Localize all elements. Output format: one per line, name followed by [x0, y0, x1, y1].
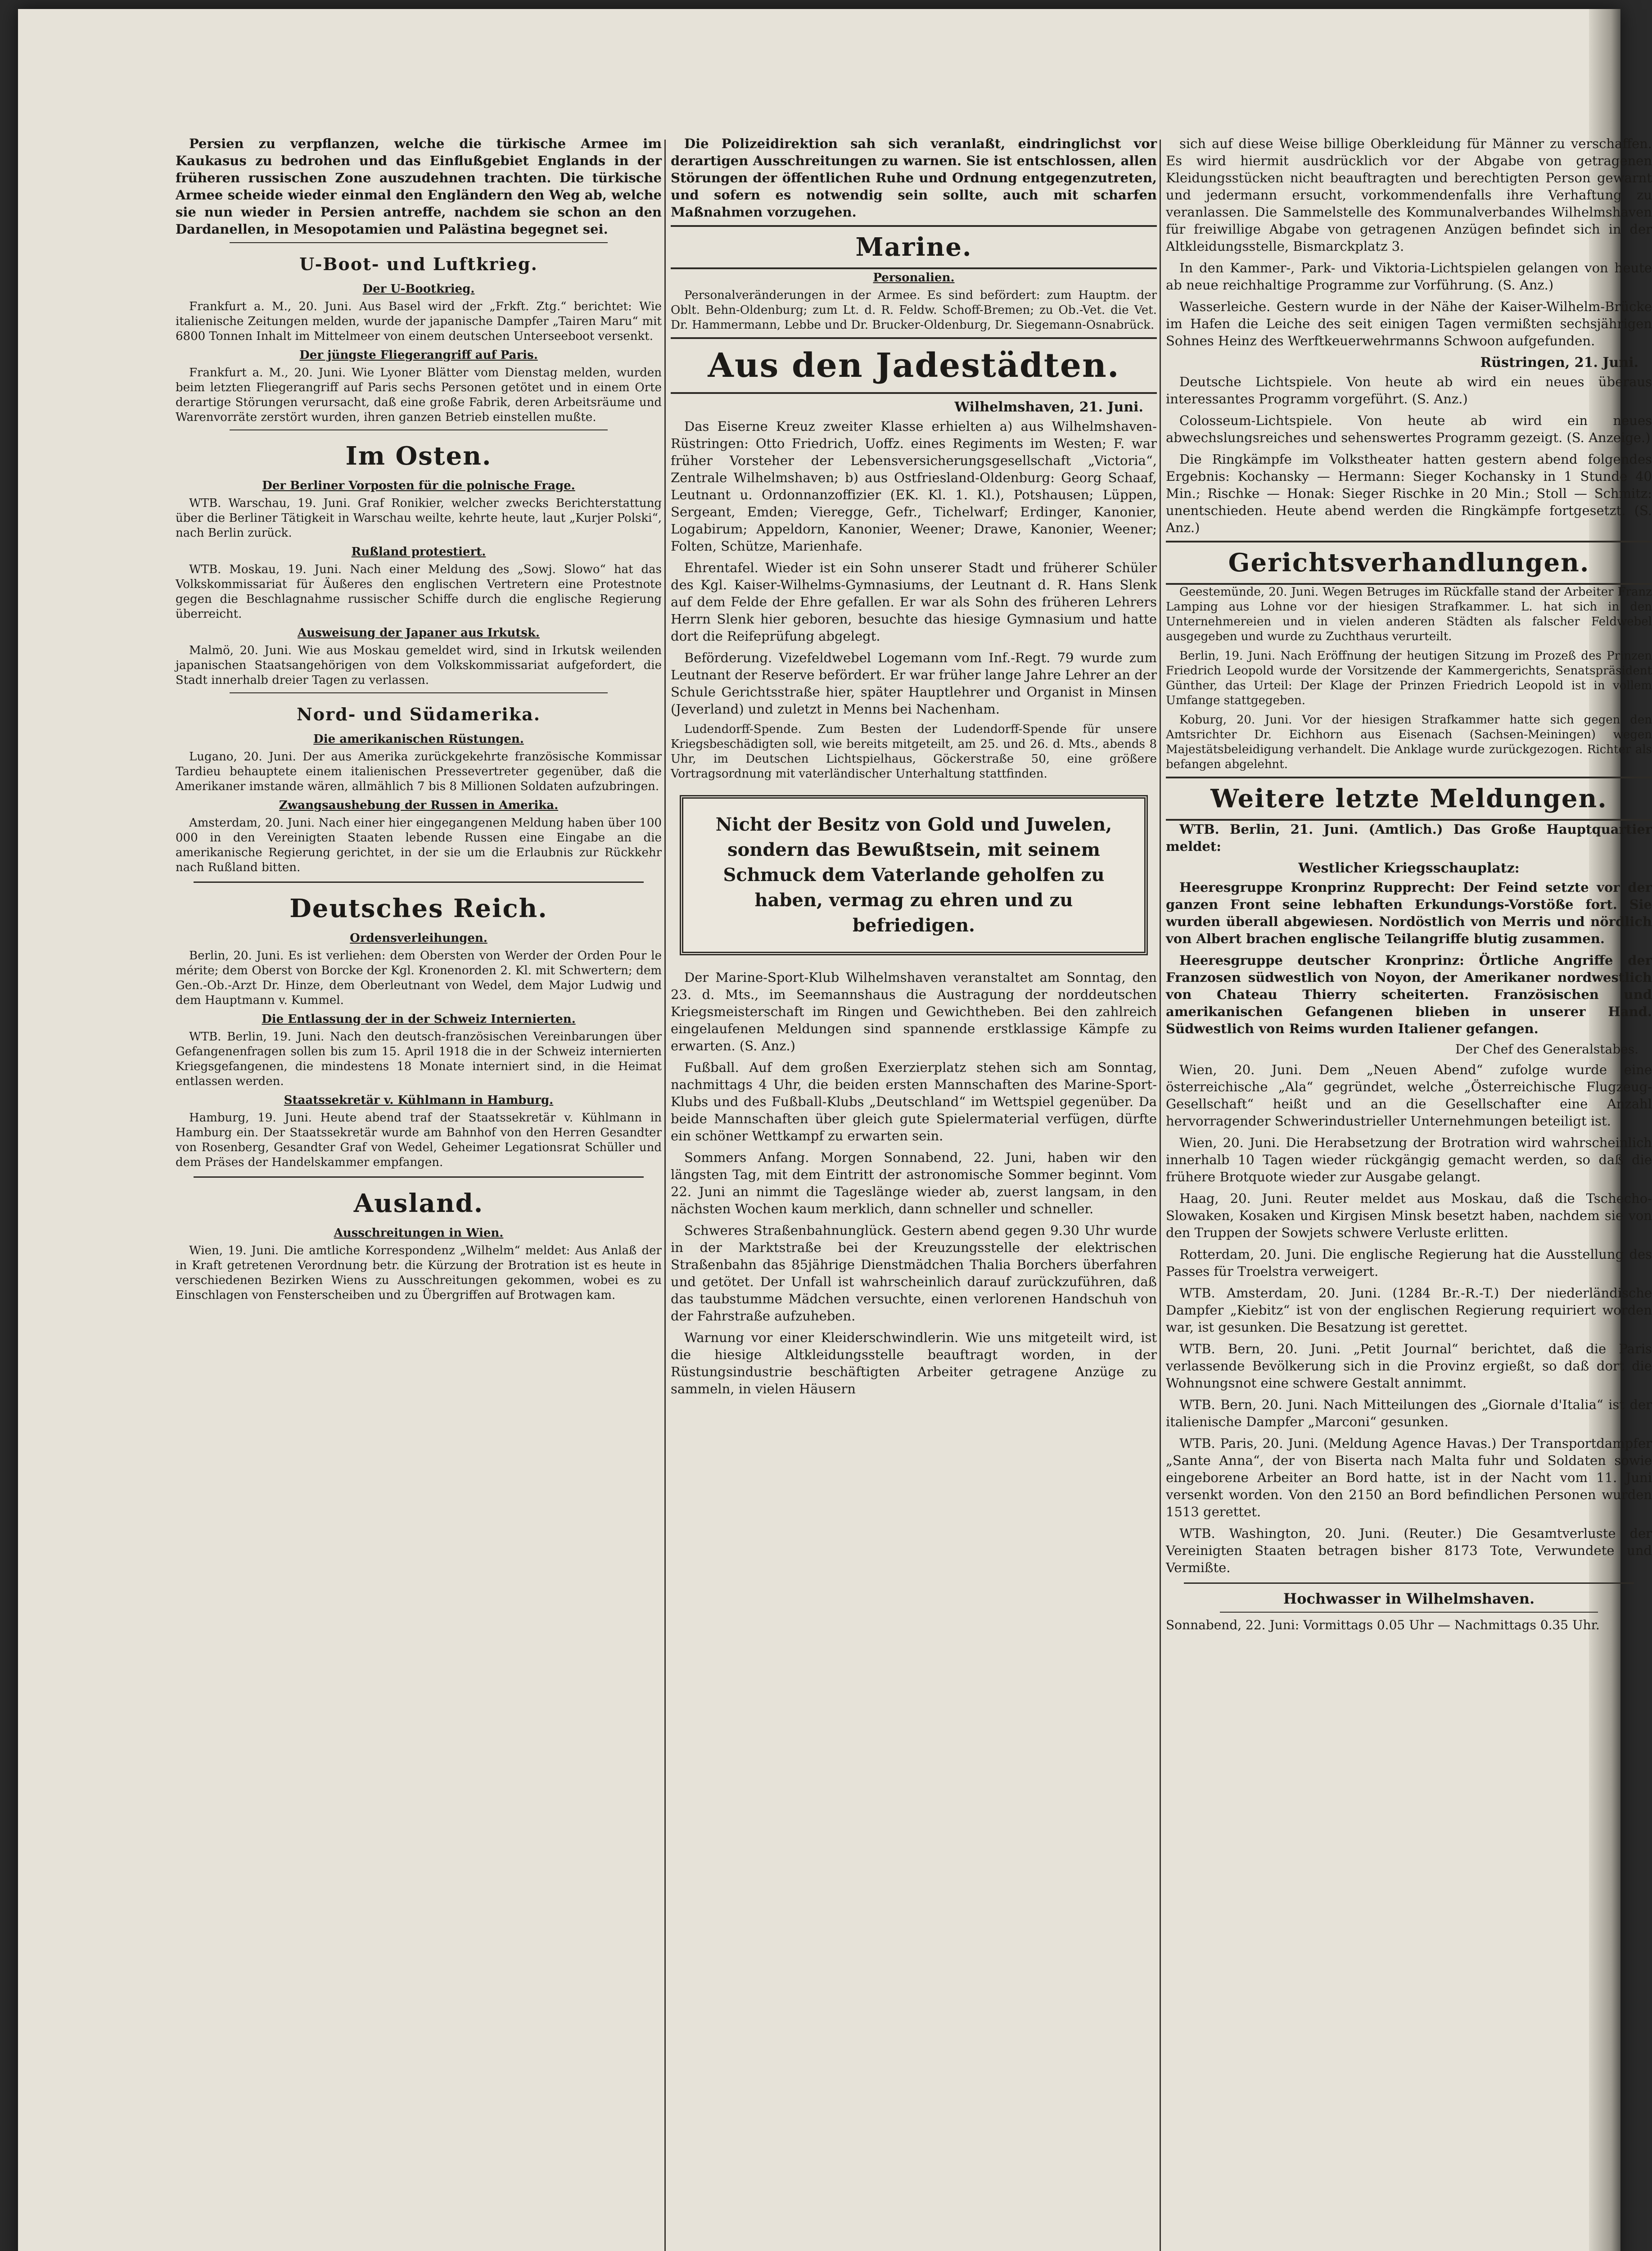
- divider: [194, 881, 644, 883]
- article-text: Colosseum-Lichtspiele. Von heute ab wird ein neues abwechslungsreiches und sehenswertes Programm gezeigt. (S. Anzeige.): [1166, 413, 1652, 445]
- article-subheading: Ausschreitungen in Wien.: [334, 1226, 504, 1240]
- article-text: Haag, 20. Juni. Reuter meldet aus Moskau, daß die Tschecho-Slowaken, Kosaken und Kirgisen Minsk besetzt haben, nachdem sie von den Truppen der Sowjets schwere Verluste erlitten.: [1166, 1191, 1652, 1240]
- tide-table-line: Sonnabend, 22. Juni: Vormittags 0.05 Uhr — Nachmittags 0.35 Uhr.: [1166, 1618, 1600, 1632]
- article-text: Warnung vor einer Kleiderschwindlerin. Wie uns mitgeteilt wird, ist die hiesige Altkleidungsstelle beauftragt worden, in der Rüstungsindustrie beschäftigten Arbeiter getragene Anzüge zu sammeln, in vielen Häusern: [671, 1330, 1157, 1397]
- column-middle: [671, 135, 1157, 2251]
- article-text: Ehrentafel. Wieder ist ein Sohn unserer Stadt und früherer Schüler des Kgl. Kaiser-Wilhelms-Gymnasiums, der Leutnant d. R. Hans Slenk auf dem Felde der Ehre gefallen. Er war als Sohn des früheren Lehrers Herrn Slenk hier geboren, besuchte das hiesige Gymnasium und hatte dort die Reifeprüfung abgelegt.: [671, 560, 1157, 644]
- article-text: Die Ringkämpfe im Volkstheater hatten gestern abend folgendes Ergebnis: Kochansky — Hermann: Sieger Kochansky in 1 Stunde 40 Min.; Rischke — Honak: Sieger Rischke in 20 Min.; Stoll — Schmitz: unentschieden. Heute abend werden die Ringkämpfe fortgesetzt. (S. Anz.): [1166, 452, 1652, 535]
- dateline: Wilhelmshaven, 21. Juni.: [954, 399, 1143, 415]
- article-text: Wien, 20. Juni. Dem „Neuen Abend“ zufolge wurde eine österreichische „Ala“ gegründet, welche „Österreichische Flugzeug-Gesellschaft“ heißt und an die Gesellschafter eine Anzahl hervorragender Schwerindustrieller Unternehmungen beteiligt ist.: [1166, 1062, 1652, 1129]
- divider: [230, 692, 608, 693]
- article-text: Heeresgruppe Kronprinz Rupprecht: Der Feind setzte vor der ganzen Front seine lebhaften Erkundungs-Vorstöße fort. Sie wurden überall abgewiesen. Nordöstlich von Merris und nördlich von Albert brachen englische Teilangriffe blutig zusammen.: [1166, 880, 1652, 946]
- article-text: Beförderung. Vizefeldwebel Logemann vom Inf.-Regt. 79 wurde zum Leutnant der Reserve befördert. Er war früher lange Jahre Lehrer an der Schule Gerichtsstraße hier, später Hauptlehrer und Organist in Minsen (Jeverland) und zuletzt in Menns bei Nachenham.: [671, 650, 1157, 717]
- article-text: Lugano, 20. Juni. Der aus Amerika zurückgekehrte französische Kommissar Tardieu behauptete einem italienischen Pressevertreter gegenüber, daß die Amerikaner imstande wären, allmählich 7 bis 8 Millionen Soldaten aufzubringen.: [176, 750, 662, 793]
- article-intro: Persien zu verpflanzen, welche die türkische Armee im Kaukasus zu bedrohen und das Einflußgebiet Englands in der früheren russischen Zone auszudehnen trachten. Die türkische Armee scheide wieder einmal den Engländern den Weg ab, welche sie nun wieder in Persien antreffe, nachdem sie schon an den Dardanellen, in Mesopotamien und Palästina begegnet sei.: [176, 136, 662, 237]
- article-text: Geestemünde, 20. Juni. Wegen Betruges im Rückfalle stand der Arbeiter Franz Lamping aus Lohne vor der hiesigen Strafkammer. L. hat sich in den Unternehmereien und in vielen anderen Städten als falscher Feldwebel ausgegeben und wurde zu Zuchthaus verurteilt.: [1166, 585, 1652, 643]
- article-text: Frankfurt a. M., 20. Juni. Wie Lyoner Blätter vom Dienstag melden, wurden beim letzten Fliegerangriff auf Paris sechs Personen getötet und in einem Orte derartige Störungen verursacht, daß eine große Fabrik, deren Arbeitsräume und Warenvorräte zerstört wurden, ihren ganzen Betrieb einstellen mußte.: [176, 366, 662, 424]
- newspaper-page: [18, 9, 1652, 2251]
- article-subheading: Der Berliner Vorposten für die polnische Frage.: [262, 479, 575, 493]
- article-subheading: Ordensverleihungen.: [350, 931, 487, 945]
- divider: [194, 1176, 644, 1178]
- article-text: WTB. Amsterdam, 20. Juni. (1284 Br.-R.-T.) Der niederländische Dampfer „Kiebitz“ ist von der englischen Regierung requiriert worden war, ist gesunken. Die Besatzung ist gerettet.: [1166, 1285, 1652, 1335]
- article-text: Schweres Straßenbahnunglück. Gestern abend gegen 9.30 Uhr wurde in der Marktstraße bei der Kreuzungsstelle der elektrischen Straßenbahn das 85jährige Dienstmädchen Thalia Borchers überfahren und getötet. Der Unfall ist wahrscheinlich darauf zurückzuführen, daß das taubstumme Mädchen versuchte, einen verlorenen Handschuh von der Fahrstraße aufzuheben.: [671, 1223, 1157, 1324]
- article-text: Deutsche Lichtspiele. Von heute ab wird ein neues überaus interessantes Programm vorgeführt. (S. Anz.): [1166, 374, 1652, 407]
- section-heading: Ausland.: [353, 1189, 484, 1218]
- section-heading-box: [1166, 777, 1652, 821]
- divider: [230, 242, 608, 243]
- section-heading: Aus den Jadestädten.: [708, 346, 1120, 385]
- column-rule: [664, 140, 666, 2251]
- article-text: Wien, 19. Juni. Die amtliche Korrespondenz „Wilhelm“ meldet: Aus Anlaß der in Kraft getretenen Verordnung betr. die Kürzung der Brotration ist es heute in verschiedenen Bezirken Wiens zu Ausschreitungen gekommen, wobei es zu Einschlagen von Fensterscheiben und zu Übergriffen auf Brotwagen kam.: [176, 1244, 662, 1302]
- article-subheading: Westlicher Kriegsschauplatz:: [1298, 860, 1520, 876]
- article-text: Berlin, 19. Juni. Nach Eröffnung der heutigen Sitzung im Prozeß des Prinzen Friedrich Leopold wurde der Vorsitzende der Kammergerichts, Senatspräsident Günther, das Urteil: Der Klage der Prinzen Friedrich Leopold ist in vollem Umfange stattgegeben.: [1166, 649, 1652, 707]
- article-text: WTB. Moskau, 19. Juni. Nach einer Meldung des „Sowj. Slowo“ hat das Volkskommissariat für Äußeres den englischen Vertretern eine Protestnote gegen die Beschlagnahme russischer Schiffe durch die englische Regierung überreicht.: [176, 563, 662, 621]
- divider: [230, 429, 608, 430]
- section-heading: U-Boot- und Luftkrieg.: [299, 254, 538, 274]
- article-text: Wien, 20. Juni. Die Herabsetzung der Brotration wird wahrscheinlich innerhalb 10 Tagen wieder rückgängig gemacht werden, so daß die frühere Brotquote wieder zur Ausgabe gelangt.: [1166, 1135, 1652, 1184]
- column-right: [1166, 135, 1652, 2251]
- article-text: Berlin, 20. Juni. Es ist verliehen: dem Obersten von Werder der Orden Pour le mérite; dem Oberst von Borcke der Kgl. Kronenorden 2. Kl. mit Schwertern; dem Gen.-Ob.-Arzt Dr. Hinze, dem Oberleutnant von Wedel, dem Major Ludwig und dem Hauptmann v. Kummel.: [176, 949, 662, 1007]
- section-heading: Marine.: [855, 232, 972, 262]
- article-text: Fußball. Auf dem großen Exerzierplatz stehen sich am Sonntag, nachmittags 4 Uhr, die beiden ersten Mannschaften des Marine-Sport-Klubs und des Fußball-Klubs „Deutschland“ im Wettspiel gegenüber. Da beide Mannschaften über gleich gute Spielermaterial verfügen, dürfte ein schöner Wettkampf zu erwarten sein.: [671, 1060, 1157, 1144]
- article-subheading: Personalien.: [873, 271, 955, 285]
- article-text: Sommers Anfang. Morgen Sonnabend, 22. Juni, haben wir den längsten Tag, mit dem Eintritt der astronomische Sommer beginnt. Vom 22. Juni an nimmt die Tageslänge wieder ab, zuerst langsam, in den nächsten Wochen kaum merklich, dann schneller und schneller.: [671, 1150, 1157, 1216]
- article-text: Das Eiserne Kreuz zweiter Klasse erhielten a) aus Wilhelmshaven-Rüstringen: Otto Friedrich, Uoffz. eines Regiments im Westen; F. war früher Vorsteher der Lebensversicherungsgesellschaft „Victoria“, Zentrale Wilhelmshaven; b) aus Ostfriesland-Oldenburg: Georg Schaaf, Leutnant u. Ordonnanzoffizier (EK. Kl. 1. Kl.), Potshausen; Lüppen, Sergeant, Emden; Vieregge, Gefr., Tichelwarf; Erdinger, Kanonier, Logabirum; Appeldorn, Kanonier, Weener; Drawe, Kanonier, Weener; Folten, Schütze, Marienhafe.: [671, 419, 1157, 554]
- article-text: WTB. Bern, 20. Juni. „Petit Journal“ berichtet, daß die Paris verlassende Bevölkerung sich in die Provinz ergießt, so daß dort die Wohnungsnot eine schwere Gestalt annimmt.: [1166, 1341, 1652, 1391]
- article-text: sich auf diese Weise billige Oberkleidung für Männer zu verschaffen. Es wird hiermit ausdrücklich vor der Abgabe von getragenen Kleidungsstücken nicht beauftragten und berechtigten Person gewarnt und jedermann ersucht, vorkommendenfalls ihre Verhaftung zu veranlassen. Die Sammelstelle des Kommunalverbandes Wilhelmshaven für freiwillige Abgabe von getragenen Anzügen befindet sich in der Altkleidungsstelle, Bismarckplatz 3.: [1166, 136, 1652, 254]
- article-subheading: Rußland protestiert.: [351, 545, 486, 559]
- section-heading-box: [671, 337, 1157, 394]
- notice-text: Nicht der Besitz von Gold und Juwelen, sondern das Bewußtsein, mit seinem Schmuck dem Vaterlande geholfen zu haben, vermag zu ehren und zu befriedigen.: [715, 814, 1112, 936]
- article-subheading: Staatssekretär v. Kühlmann in Hamburg.: [284, 1094, 554, 1107]
- signoff: Der Chef des Generalstabes.: [1455, 1042, 1638, 1057]
- section-heading-box: [1166, 541, 1652, 585]
- dateline: Rüstringen, 21. Juni.: [1480, 355, 1638, 371]
- article-text: Der Marine-Sport-Klub Wilhelmshaven veranstaltet am Sonntag, den 23. d. Mts., im Seemannshaus die Austragung der norddeutschen Kriegsmeisterschaft im Ringen und Gewichtheben. Bei den zahlreich eingelaufenen Meldungen sind spannende erstklassige Kämpfe zu erwarten. (S. Anz.): [671, 970, 1157, 1053]
- article-subheading: Ausweisung der Japaner aus Irkutsk.: [298, 626, 540, 640]
- section-heading: Nord- und Südamerika.: [296, 704, 541, 724]
- article-subheading: Die amerikanischen Rüstungen.: [313, 732, 524, 746]
- article-subheading: Der jüngste Fliegerangriff auf Paris.: [299, 348, 538, 362]
- article-text: WTB. Bern, 20. Juni. Nach Mitteilungen des „Giornale d'Italia“ ist der italienische Dampfer „Marconi“ gesunken.: [1166, 1397, 1652, 1429]
- article-text: Amsterdam, 20. Juni. Nach einer hier eingegangenen Meldung haben über 100 000 in den Vereinigten Staaten lebende Russen eine Eingabe an die amerikanische Regierung gerichtet, in der sie um die Erlaubnis zur Rückkehr nach Rußland bitten.: [176, 816, 662, 874]
- article-text: Heeresgruppe deutscher Kronprinz: Örtliche Angriffe der Franzosen südwestlich von Noyon, der Amerikaner nordwestlich von Chateau Thierry scheiterten. Französischen und amerikanischen Gefangenen blieben in unserer Hand. Südwestlich von Reims wurden Italiener gefangen.: [1166, 953, 1652, 1036]
- article-intro: Die Polizeidirektion sah sich veranlaßt, eindringlichst vor derartigen Ausschreitungen zu warnen. Sie ist entschlossen, allen Störungen der öffentlichen Ruhe und Ordnung entgegenzutreten, und sofern es notwendig sein sollte, auch mit scharfen Maßnahmen vorzugehen.: [671, 136, 1157, 220]
- section-heading: Im Osten.: [345, 441, 492, 471]
- tide-table-title: Hochwasser in Wilhelmshaven.: [1283, 1590, 1535, 1607]
- article-text: Personalveränderungen in der Armee. Es sind befördert: zum Hauptm. der Oblt. Behn-Oldenburg; zum Lt. d. R. Feldw. Schoff-Bremen; zu Ob.-Vet. die Vet. Dr. Hammermann, Lebbe und Dr. Brucker-Oldenburg, Dr. Siegemann-Osnabrück.: [671, 289, 1157, 332]
- column-left: [176, 135, 662, 2251]
- section-heading: Gerichtsverhandlungen.: [1228, 548, 1590, 578]
- article-text: In den Kammer-, Park- und Viktoria-Lichtspielen gelangen von heute ab neue reichhaltige Programme zur Vorführung. (S. Anz.): [1166, 260, 1652, 293]
- divider: [1220, 1612, 1598, 1613]
- article-text: Ludendorff-Spende. Zum Besten der Ludendorff-Spende für unsere Kriegsbeschädigten soll, wie bereits mitgeteilt, am 25. und 26. d. Mts., abends 8 Uhr, im Deutschen Lichtspielhaus, Göckerstraße 50, eine größere Vortragsordnung mit vaterländischer Unterhaltung stattfinden.: [671, 723, 1157, 781]
- article-subheading: Die Entlassung der in der Schweiz Internierten.: [262, 1012, 576, 1026]
- section-heading: Deutsches Reich.: [289, 894, 548, 923]
- article-text: Hamburg, 19. Juni. Heute abend traf der Staatssekretär v. Kühlmann in Hamburg ein. Der Staatssekretär wurde am Bahnhof von den Herren Gesandter von Rosenberg, Gesandter Graf von Wedel, Geheimer Legationsrat Schüller und dem Präses der Handelskammer empfangen.: [176, 1111, 662, 1169]
- section-heading: Weitere letzte Meldungen.: [1210, 784, 1607, 814]
- article-text: WTB. Warschau, 19. Juni. Graf Ronikier, welcher zwecks Berichterstattung über die Berliner Tätigkeit in Warschau weilte, kehrte heute, laut „Kurjer Polski“, nach Berlin zurück.: [176, 497, 662, 540]
- article-text: WTB. Berlin, 21. Juni. (Amtlich.) Das Große Hauptquartier meldet:: [1166, 822, 1652, 854]
- article-text: WTB. Washington, 20. Juni. (Reuter.) Die Gesamtverluste der Vereinigten Staaten betragen bisher 8173 Tote, Verwundete und Vermißte.: [1166, 1526, 1652, 1575]
- article-text: Malmö, 20. Juni. Wie aus Moskau gemeldet wird, sind in Irkutsk weilenden japanischen Staatsangehörigen von dem Volkskommissariat aufgefordert, die Stadt innerhalb dreier Tagen zu verlassen.: [176, 644, 662, 687]
- column-rule: [1160, 140, 1161, 2251]
- article-text: WTB. Paris, 20. Juni. (Meldung Agence Havas.) Der Transportdampfer „Sante Anna“, der von Biserta nach Malta fuhr und Soldaten sowie eingeborene Arbeiter an Bord hatte, ist in der Nacht vom 11. Juni versenkt worden. Von den 2150 an Bord befindlichen Personen wurden 1513 gerettet.: [1166, 1436, 1652, 1519]
- article-text: Koburg, 20. Juni. Vor der hiesigen Strafkammer hatte sich gegen den Amtsrichter Dr. Eichhorn aus Eisenach (Sachsen-Meiningen) wegen Majestätsbeleidigung verhandelt. Die Anklage wurde zurückgezogen. Richter als befangen abgelehnt.: [1166, 713, 1652, 771]
- divider: [1184, 1582, 1634, 1584]
- article-subheading: Der U-Bootkrieg.: [362, 282, 475, 296]
- article-text: Wasserleiche. Gestern wurde in der Nähe der Kaiser-Wilhelm-Brücke im Hafen die Leiche des seit einigen Tagen vermißten sechsjährigen Sohnes Heinz des Werftkeuerwehrmanns Schwoon aufgefunden.: [1166, 299, 1652, 348]
- section-heading-box: [671, 225, 1157, 269]
- article-text: Frankfurt a. M., 20. Juni. Aus Basel wird der „Frkft. Ztg.“ berichtet: Wie italienische Zeitungen melden, wurde der japanische Dampfer „Tairen Maru“ mit 6800 Tonnen Inhalt im Mittelmeer von einem deutschen Unterseeboot versenkt.: [176, 300, 662, 343]
- article-text: Rotterdam, 20. Juni. Die englische Regierung hat die Ausstellung des Passes für Troelstra verweigert.: [1166, 1247, 1652, 1279]
- article-subheading: Zwangsaushebung der Russen in Amerika.: [279, 799, 559, 812]
- patriotic-notice-box: [680, 795, 1148, 955]
- article-text: WTB. Berlin, 19. Juni. Nach den deutsch-französischen Vereinbarungen über Gefangenenfragen sollen bis zum 15. April 1918 die in der Schweiz internierten Kriegsgefangenen, die mindestens 18 Monate interniert sind, in die Heimat entlassen werden.: [176, 1030, 662, 1088]
